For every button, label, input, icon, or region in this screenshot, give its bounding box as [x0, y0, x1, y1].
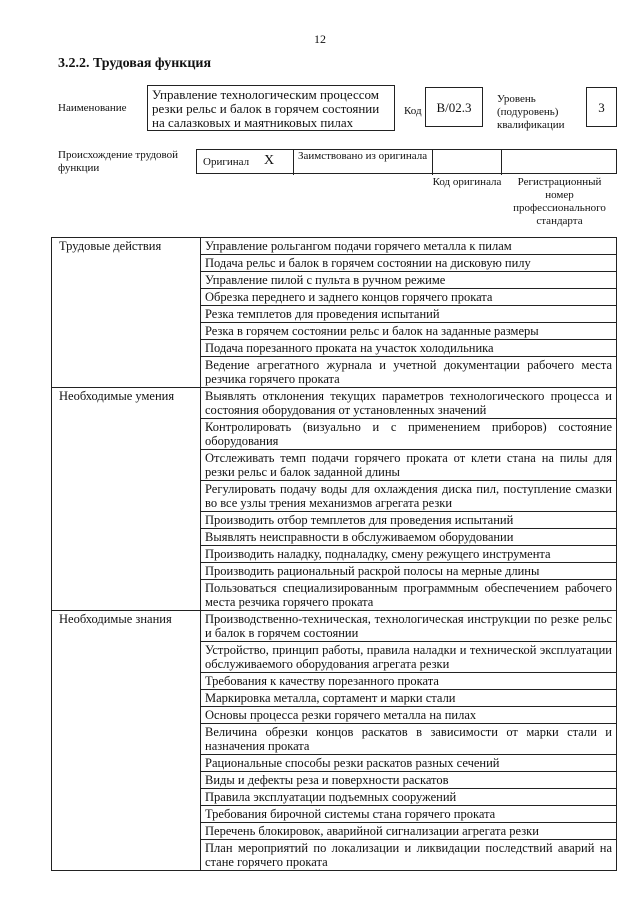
item-cell: Выявлять отклонения текущих параметров технологического процесса и состояния оборудования от установленных значений [201, 388, 617, 419]
original-mark: X [264, 153, 275, 168]
item-cell: Правила эксплуатации подъемных сооружений [201, 789, 617, 806]
category-cell: Необходимые знания [52, 611, 201, 871]
original-label: Оригинал [203, 156, 250, 168]
category-cell: Трудовые действия [52, 238, 201, 388]
function-name-box: Управление технологическим процессом резки рельс и балок в горячем состоянии на салазковых и маятниковых пилах [147, 85, 395, 131]
item-cell: Требования к качеству порезанного проката [201, 673, 617, 690]
table-row [52, 611, 617, 642]
registration-number-label: Регистрационный номер профессионального стандарта [513, 176, 606, 227]
item-cell: Производить рациональный раскрой полосы на мерные длины [201, 563, 617, 580]
item-cell: Перечень блокировок, аварийной сигнализации агрегата резки [201, 823, 617, 840]
labor-function-table [51, 237, 617, 871]
origin-label: Происхождение трудовой функции [58, 149, 179, 174]
item-cell: Резка в горячем состоянии рельс и балок на заданные размеры [201, 323, 617, 340]
item-cell: Управление рольгангом подачи горячего металла к пилам [201, 238, 617, 255]
original-code-label: Код оригинала [432, 176, 502, 188]
page-number: 12 [314, 32, 326, 46]
item-cell: Резка темплетов для проведения испытаний [201, 306, 617, 323]
item-cell: Величина обрезки концов раскатов в зависимости от марки стали и назначения проката [201, 724, 617, 755]
item-cell: Подача порезанного проката на участок холодильника [201, 340, 617, 357]
level-value-box: 3 [586, 87, 617, 127]
item-cell: Основы процесса резки горячего металла на пилах [201, 707, 617, 724]
item-cell: Выявлять неисправности в обслуживаемом оборудовании [201, 529, 617, 546]
borrowed-cell [294, 150, 433, 175]
item-cell: Требования бирочной системы стана горячего проката [201, 806, 617, 823]
item-cell: Обрезка переднего и заднего концов горячего проката [201, 289, 617, 306]
item-cell: Маркировка металла, сортамент и марки стали [201, 690, 617, 707]
item-cell: Устройство, принцип работы, правила наладки и технической эксплуатации обслуживаемого оборудования агрегата резки [201, 642, 617, 673]
item-cell: Производить наладку, подналадку, смену режущего инструмента [201, 546, 617, 563]
item-cell: Производить отбор темплетов для проведения испытаний [201, 512, 617, 529]
item-cell: Регулировать подачу воды для охлаждения диска пил, поступление смазки во все узлы трения механизмов агрегата резки [201, 481, 617, 512]
item-cell: Управление пилой с пульта в ручном режиме [201, 272, 617, 289]
name-label: Наименование [58, 102, 127, 114]
original-cell [197, 150, 294, 175]
item-cell: Отслеживать темп подачи горячего проката от клети стана на пилы для резки рельс и балок заданной длины [201, 450, 617, 481]
original-code-cell [433, 150, 502, 175]
item-cell: Контролировать (визуально и с применением приборов) состояние оборудования [201, 419, 617, 450]
origin-row [196, 149, 617, 174]
item-cell: Виды и дефекты реза и поверхности раскатов [201, 772, 617, 789]
code-label: Код [404, 105, 422, 117]
category-cell: Необходимые умения [52, 388, 201, 611]
registration-number-cell [502, 150, 616, 175]
table-row [52, 388, 617, 419]
item-cell: Производственно-техническая, технологическая инструкции по резке рельс и балок в горячем состоянии [201, 611, 617, 642]
level-label: Уровень (подуровень) квалификации [497, 93, 565, 131]
borrowed-label: Заимствовано из оригинала [298, 150, 428, 162]
item-cell: Подача рельс и балок в горячем состоянии на дисковую пилу [201, 255, 617, 272]
item-cell: Рациональные способы резки раскатов разных сечений [201, 755, 617, 772]
table-row [52, 238, 617, 255]
item-cell: План мероприятий по локализации и ликвидации последствий аварий на стане горячего проката [201, 840, 617, 871]
section-title: 3.2.2. Трудовая функция [58, 56, 212, 71]
code-value-box: B/02.3 [425, 87, 483, 127]
item-cell: Ведение агрегатного журнала и учетной документации рабочего места резчика горячего проката [201, 357, 617, 388]
item-cell: Пользоваться специализированным программным обеспечением рабочего места резчика горячего проката [201, 580, 617, 611]
